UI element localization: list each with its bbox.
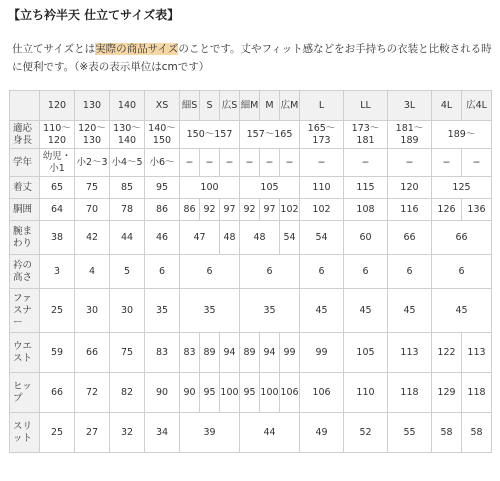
table-cell: 97 — [220, 199, 240, 221]
table-cell: 35 — [240, 289, 300, 333]
page-title: 【立ち衿半天 仕立てサイズ表】 — [8, 8, 180, 22]
table-cell: 34 — [145, 413, 180, 453]
table-cell: 小2〜3 — [75, 149, 110, 177]
table-row — [10, 413, 492, 453]
table-cell: 75 — [110, 333, 145, 373]
table-cell: 小4〜5 — [110, 149, 145, 177]
table-cell: 86 — [180, 199, 200, 221]
table-row — [10, 255, 492, 289]
table-cell: 32 — [110, 413, 145, 453]
row-label: 学年 — [10, 149, 40, 177]
table-row — [10, 333, 492, 373]
table-cell: − — [240, 149, 260, 177]
table-cell: 6 — [145, 255, 180, 289]
table-cell: 90 — [180, 373, 200, 413]
table-cell: 100 — [180, 177, 240, 199]
table-cell: 54 — [280, 221, 300, 255]
table-cell: 105 — [240, 177, 300, 199]
size-header: 細M — [240, 91, 260, 121]
table-cell: 48 — [240, 221, 280, 255]
table-cell: 90 — [145, 373, 180, 413]
table-cell: − — [462, 149, 492, 177]
table-cell: 44 — [110, 221, 145, 255]
row-label: 着丈 — [10, 177, 40, 199]
table-cell: 126 — [432, 199, 462, 221]
table-cell: 129 — [432, 373, 462, 413]
row-label: 適応身長 — [10, 121, 40, 149]
table-cell: 100 — [260, 373, 280, 413]
table-cell: 140〜150 — [145, 121, 180, 149]
size-header: 140 — [110, 91, 145, 121]
table-cell: 45 — [300, 289, 344, 333]
table-cell: 27 — [75, 413, 110, 453]
table-cell: − — [280, 149, 300, 177]
table-cell: 102 — [280, 199, 300, 221]
table-cell: 35 — [145, 289, 180, 333]
intro-highlight: 実際の商品サイズ — [95, 43, 179, 55]
table-cell: 25 — [40, 413, 75, 453]
table-row — [10, 149, 492, 177]
table-cell: 66 — [432, 221, 492, 255]
table-cell: 52 — [344, 413, 388, 453]
table-cell: 55 — [388, 413, 432, 453]
size-header: XS — [145, 91, 180, 121]
table-cell: − — [220, 149, 240, 177]
intro-text-part1: 仕立てサイズとは — [12, 43, 96, 55]
table-cell: − — [432, 149, 462, 177]
table-cell: 105 — [344, 333, 388, 373]
table-row — [10, 177, 492, 199]
table-cell: 66 — [388, 221, 432, 255]
table-cell: − — [388, 149, 432, 177]
table-cell: 130〜140 — [110, 121, 145, 149]
table-cell: 75 — [75, 177, 110, 199]
table-cell: 46 — [145, 221, 180, 255]
table-cell: 30 — [110, 289, 145, 333]
size-header: M — [260, 91, 280, 121]
table-cell: 58 — [432, 413, 462, 453]
row-label: ウエスト — [10, 333, 40, 373]
table-cell: 100 — [220, 373, 240, 413]
table-cell: 6 — [300, 255, 344, 289]
table-cell: 173〜181 — [344, 121, 388, 149]
table-row — [10, 121, 492, 149]
table-cell: 66 — [75, 333, 110, 373]
table-cell: 6 — [344, 255, 388, 289]
table-cell: − — [260, 149, 280, 177]
table-cell: 106 — [280, 373, 300, 413]
table-cell: − — [180, 149, 200, 177]
table-cell: 157〜165 — [240, 121, 300, 149]
table-cell: 89 — [200, 333, 220, 373]
table-cell: 118 — [388, 373, 432, 413]
table-cell: 108 — [344, 199, 388, 221]
table-cell: 113 — [462, 333, 492, 373]
table-cell: 3 — [40, 255, 75, 289]
table-cell: 44 — [240, 413, 300, 453]
table-cell: 95 — [145, 177, 180, 199]
table-cell: 59 — [40, 333, 75, 373]
table-cell: 115 — [344, 177, 388, 199]
row-label: 胴囲 — [10, 199, 40, 221]
table-cell: 106 — [300, 373, 344, 413]
row-label: スリット — [10, 413, 40, 453]
table-cell: 42 — [75, 221, 110, 255]
size-table — [9, 90, 492, 453]
row-label: 腕まわり — [10, 221, 40, 255]
table-cell: 189〜 — [432, 121, 492, 149]
table-cell: 30 — [75, 289, 110, 333]
size-header: 3L — [388, 91, 432, 121]
table-cell: 181〜189 — [388, 121, 432, 149]
table-cell: 110 — [300, 177, 344, 199]
table-row — [10, 221, 492, 255]
size-header: 120 — [40, 91, 75, 121]
header-row — [10, 91, 492, 121]
size-header: S — [200, 91, 220, 121]
table-cell: 95 — [240, 373, 260, 413]
table-cell: 60 — [344, 221, 388, 255]
table-cell: 66 — [40, 373, 75, 413]
table-cell: 78 — [110, 199, 145, 221]
table-cell: 47 — [180, 221, 220, 255]
table-cell: 6 — [388, 255, 432, 289]
table-cell: 幼児・小1 — [40, 149, 75, 177]
table-cell: 83 — [145, 333, 180, 373]
table-cell: 165〜173 — [300, 121, 344, 149]
table-cell: − — [344, 149, 388, 177]
size-header: 細S — [180, 91, 200, 121]
table-cell: 89 — [240, 333, 260, 373]
row-label: 衿の高さ — [10, 255, 40, 289]
row-label: ヒップ — [10, 373, 40, 413]
table-row — [10, 373, 492, 413]
table-cell: 49 — [300, 413, 344, 453]
table-cell: 97 — [260, 199, 280, 221]
size-header: 広S — [220, 91, 240, 121]
size-header: LL — [344, 91, 388, 121]
table-cell: 54 — [300, 221, 344, 255]
table-cell: 4 — [75, 255, 110, 289]
table-cell: 136 — [462, 199, 492, 221]
table-cell: 86 — [145, 199, 180, 221]
table-cell: − — [200, 149, 220, 177]
table-cell: 5 — [110, 255, 145, 289]
table-cell: 45 — [388, 289, 432, 333]
size-header: L — [300, 91, 344, 121]
table-row — [10, 199, 492, 221]
table-cell: 82 — [110, 373, 145, 413]
table-cell: 125 — [432, 177, 492, 199]
table-cell: 6 — [240, 255, 300, 289]
table-cell: 92 — [200, 199, 220, 221]
table-cell: 64 — [40, 199, 75, 221]
table-cell: 92 — [240, 199, 260, 221]
table-cell: 72 — [75, 373, 110, 413]
table-cell: 95 — [200, 373, 220, 413]
table-cell: 83 — [180, 333, 200, 373]
table-cell: 65 — [40, 177, 75, 199]
table-cell: 6 — [432, 255, 492, 289]
table-row — [10, 289, 492, 333]
table-cell: 94 — [260, 333, 280, 373]
table-cell: 150〜157 — [180, 121, 240, 149]
size-header: 広M — [280, 91, 300, 121]
table-cell: 110〜120 — [40, 121, 75, 149]
table-cell: 6 — [180, 255, 240, 289]
size-header: 4L — [432, 91, 462, 121]
size-header: 広4L — [462, 91, 492, 121]
table-cell: 120 — [388, 177, 432, 199]
table-cell: 25 — [40, 289, 75, 333]
table-cell: 122 — [432, 333, 462, 373]
table-cell: 99 — [300, 333, 344, 373]
table-cell: 38 — [40, 221, 75, 255]
size-header: 130 — [75, 91, 110, 121]
table-cell: 94 — [220, 333, 240, 373]
table-cell: 45 — [432, 289, 492, 333]
table-cell: 35 — [180, 289, 240, 333]
table-cell: 39 — [180, 413, 240, 453]
header-corner — [10, 91, 40, 121]
table-cell: 102 — [300, 199, 344, 221]
intro-text — [12, 40, 492, 76]
table-cell: 110 — [344, 373, 388, 413]
table-cell: 116 — [388, 199, 432, 221]
table-cell: 99 — [280, 333, 300, 373]
table-cell: 小6〜 — [145, 149, 180, 177]
table-cell: 48 — [220, 221, 240, 255]
table-cell: 58 — [462, 413, 492, 453]
table-cell: 45 — [344, 289, 388, 333]
row-label: ファスナー — [10, 289, 40, 333]
table-cell: 113 — [388, 333, 432, 373]
table-cell: 70 — [75, 199, 110, 221]
table-cell: 118 — [462, 373, 492, 413]
table-cell: − — [300, 149, 344, 177]
intro-text-part2: のことです。丈やフィット感などをお手持ちの衣装と比較される時に便利です。（※表の表示単位はcmです） — [12, 43, 492, 73]
table-cell: 85 — [110, 177, 145, 199]
table-cell: 120〜130 — [75, 121, 110, 149]
